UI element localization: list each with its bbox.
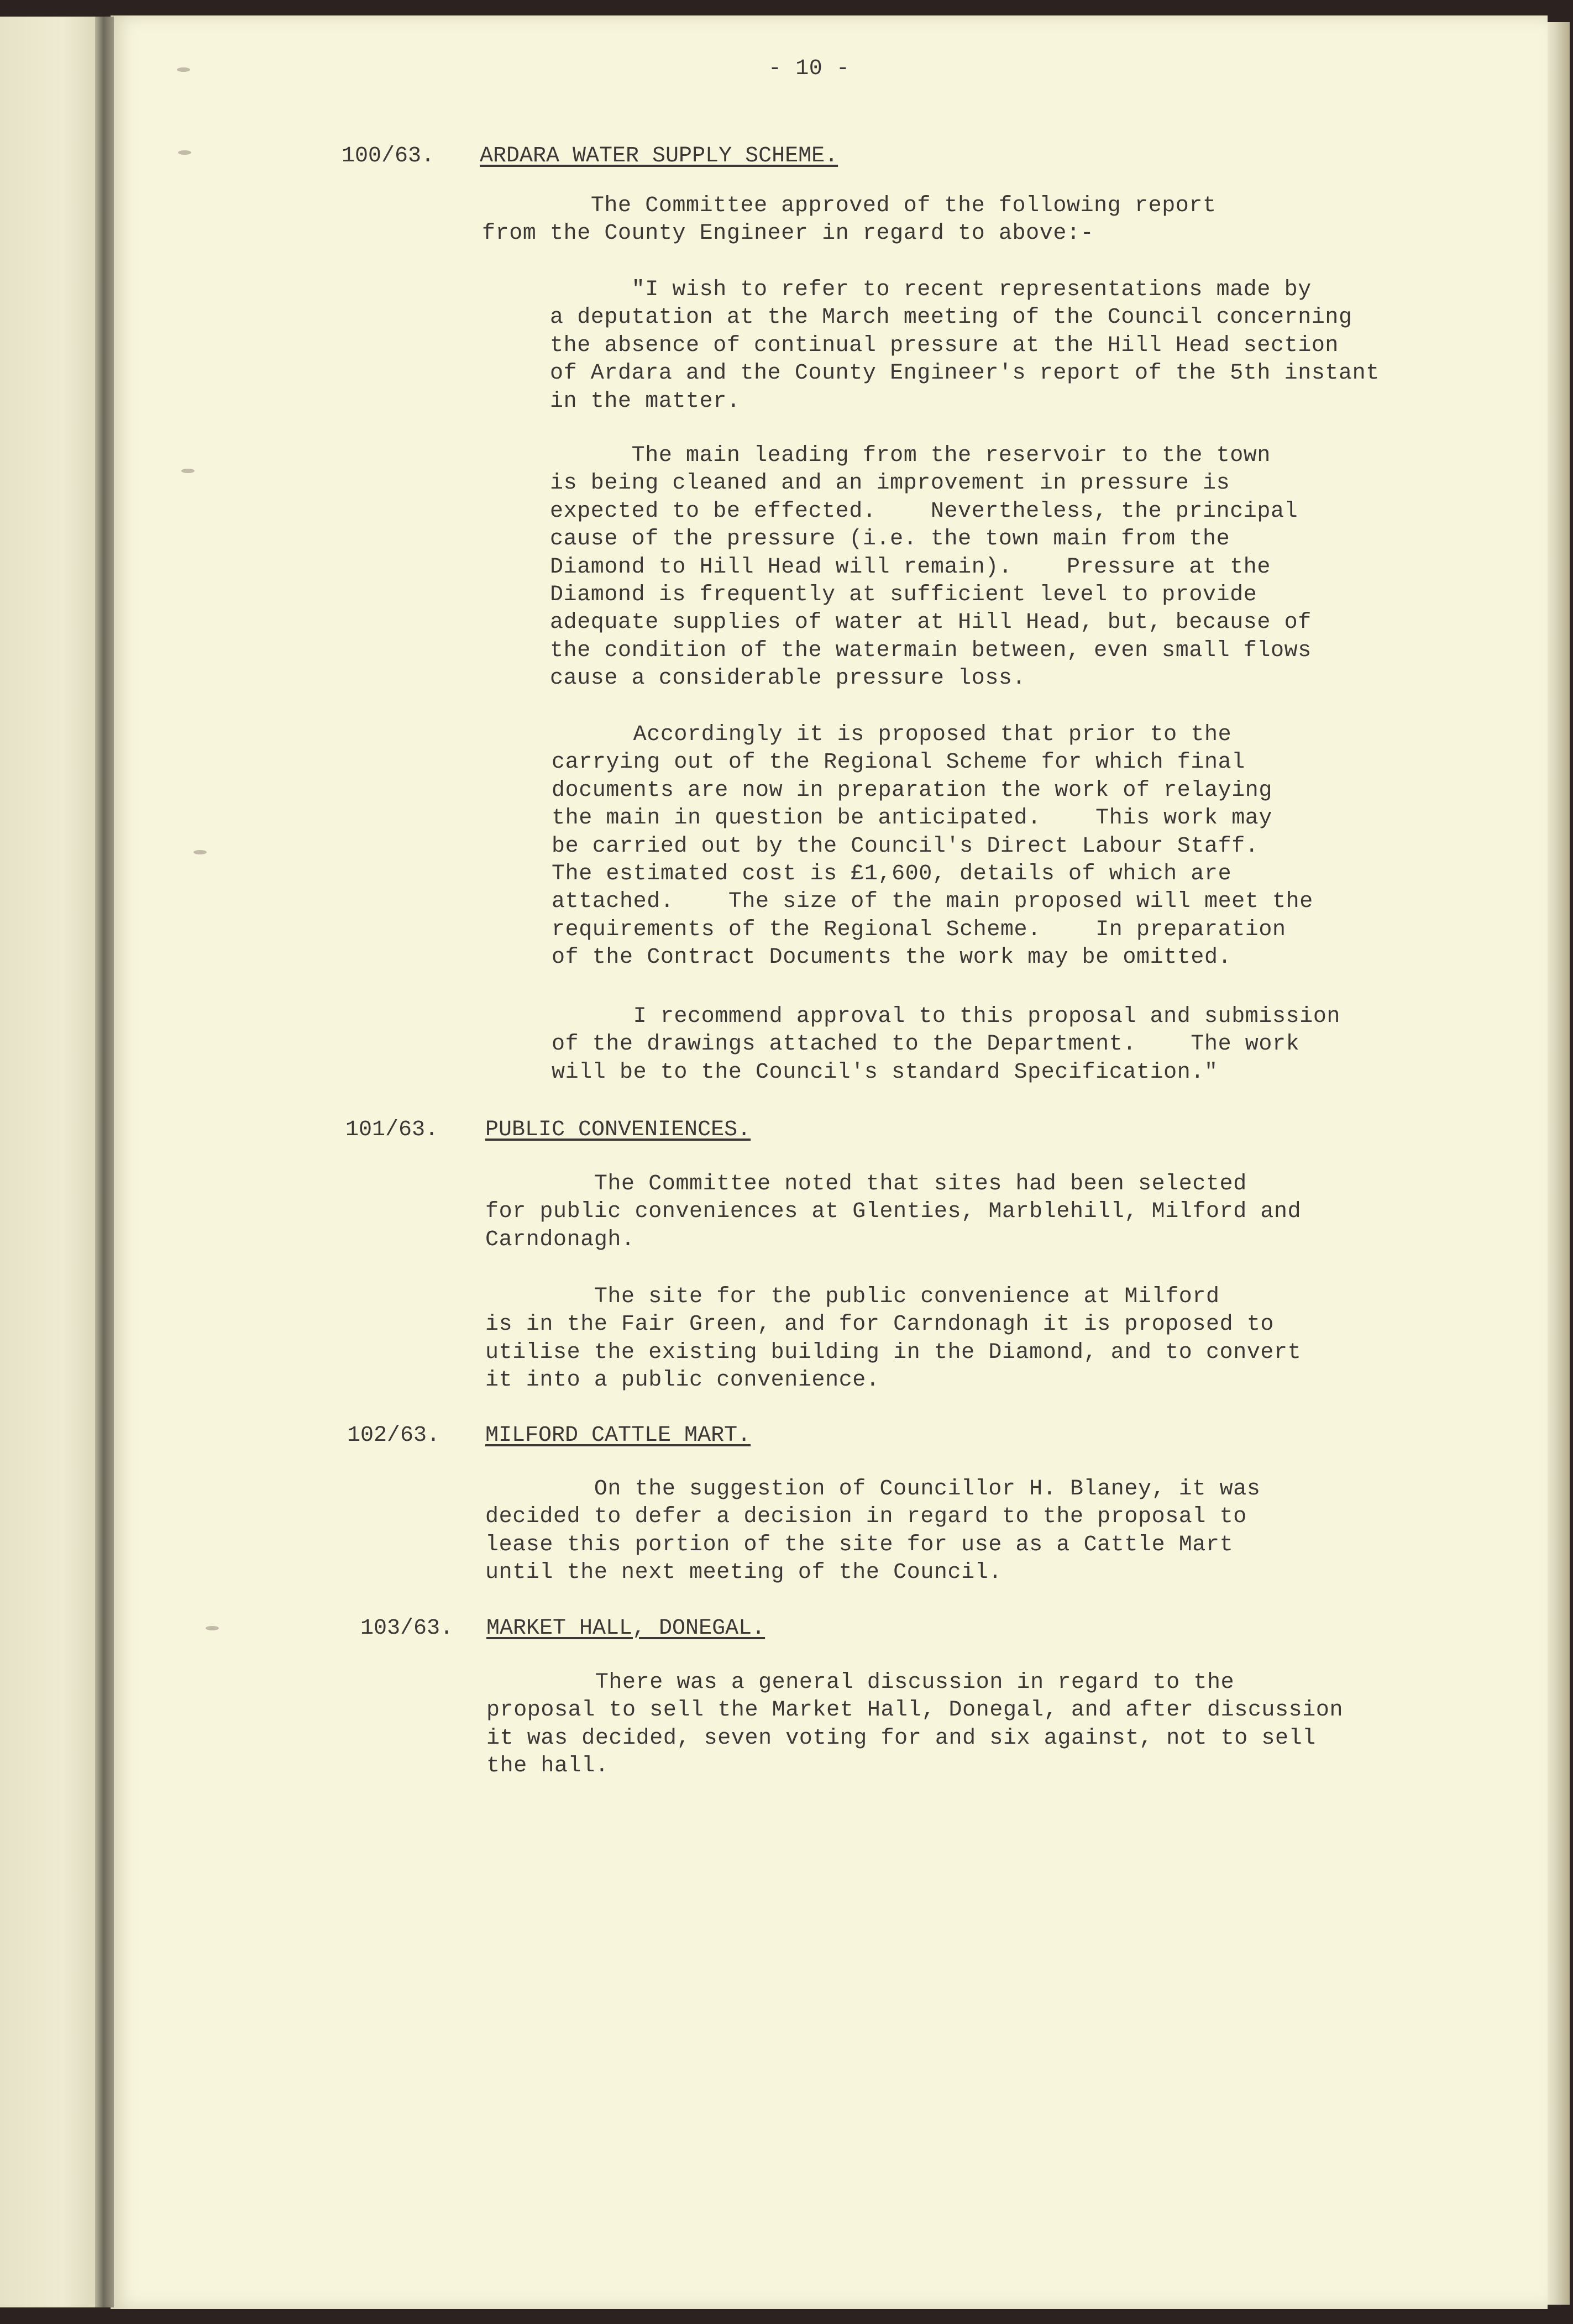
item-number: 103/63. bbox=[360, 1616, 454, 1641]
text-line: decided to defer a decision in regard to the proposal to bbox=[485, 1504, 1247, 1530]
text-line: of the Contract Documents the work may be omitted. bbox=[552, 945, 1232, 970]
text-line: cause a considerable pressure loss. bbox=[550, 666, 1026, 691]
text-line: in the matter. bbox=[550, 389, 741, 414]
binding-mark bbox=[177, 67, 190, 72]
text-line: the main in question be anticipated. This work may bbox=[552, 806, 1273, 831]
paragraph bbox=[552, 721, 1313, 972]
text-line: lease this portion of the site for use as a Cattle Mart bbox=[485, 1532, 1234, 1557]
text-line: Diamond to Hill Head will remain). Pressure at the bbox=[550, 554, 1271, 580]
item-number: 101/63. bbox=[345, 1118, 439, 1142]
text-line: The estimated cost is £1,600, details of which are bbox=[552, 862, 1232, 887]
text-line: the hall. bbox=[486, 1754, 609, 1779]
text-line: requirements of the Regional Scheme. In preparation bbox=[552, 917, 1286, 942]
text-line: carrying out of the Regional Scheme for which final bbox=[552, 750, 1245, 775]
text-line: There was a general discussion in regard to the bbox=[486, 1670, 1235, 1695]
text-line: Accordingly it is proposed that prior to the bbox=[552, 722, 1232, 747]
text-line: On the suggestion of Councillor H. Blaney, it was bbox=[485, 1477, 1261, 1502]
text-line: from the County Engineer in regard to above:- bbox=[482, 221, 1094, 246]
text-line: is being cleaned and an improvement in pressure is bbox=[550, 471, 1230, 496]
paragraph bbox=[485, 1283, 1301, 1395]
paragraph bbox=[552, 1003, 1340, 1087]
text-line: expected to be effected. Nevertheless, the principal bbox=[550, 499, 1298, 524]
item-heading: MILFORD CATTLE MART. bbox=[485, 1423, 751, 1448]
text-line: Diamond is frequently at sufficient level to provide bbox=[550, 583, 1257, 608]
paragraph bbox=[485, 1476, 1260, 1587]
text-line: The site for the public convenience at Milford bbox=[485, 1284, 1220, 1309]
text-line: be carried out by the Council's Direct Labour Staff. bbox=[552, 833, 1259, 859]
text-line: a deputation at the March meeting of the Council concerning bbox=[550, 305, 1352, 330]
item-heading: MARKET HALL, DONEGAL. bbox=[486, 1616, 765, 1641]
text-line: attached. The size of the main proposed will meet the bbox=[552, 889, 1313, 915]
text-line: adequate supplies of water at Hill Head, but, because of bbox=[550, 610, 1312, 636]
text-line: The Committee noted that sites had been selected bbox=[485, 1172, 1247, 1197]
text-line: until the next meeting of the Council. bbox=[485, 1560, 1002, 1586]
text-line: of the drawings attached to the Department. The work bbox=[552, 1032, 1300, 1057]
text-line: it into a public convenience. bbox=[485, 1368, 880, 1393]
page-number: - 10 - bbox=[768, 56, 850, 81]
paragraph bbox=[482, 192, 1217, 248]
binding-gutter bbox=[95, 17, 114, 2307]
paragraph bbox=[550, 442, 1312, 693]
binding-mark bbox=[178, 150, 191, 155]
text-line: for public conveniences at Glenties, Marblehill, Milford and bbox=[485, 1199, 1302, 1225]
item-heading: ARDARA WATER SUPPLY SCHEME. bbox=[480, 144, 838, 169]
item-number: 102/63. bbox=[347, 1423, 441, 1448]
item-number: 100/63. bbox=[342, 144, 435, 169]
binding-mark bbox=[206, 1626, 219, 1630]
text-line: the condition of the watermain between, even small flows bbox=[550, 638, 1312, 663]
text-line: cause of the pressure (i.e. the town main from the bbox=[550, 527, 1230, 552]
text-line: documents are now in preparation the work of relaying bbox=[552, 778, 1273, 803]
text-line: The Committee approved of the following report bbox=[482, 193, 1217, 218]
text-line: I recommend approval to this proposal and submission bbox=[552, 1004, 1341, 1029]
paragraph bbox=[550, 276, 1380, 416]
text-line: it was decided, seven voting for and six against, not to sell bbox=[486, 1725, 1316, 1751]
binding-mark bbox=[181, 469, 195, 473]
text-line: Carndonagh. bbox=[485, 1227, 635, 1252]
text-line: proposal to sell the Market Hall, Donegal, and after discussion bbox=[486, 1698, 1344, 1723]
text-line: will be to the Council's standard Specification." bbox=[552, 1059, 1218, 1085]
page-stack-edge bbox=[1548, 22, 1570, 2305]
text-line: The main leading from the reservoir to the town bbox=[550, 443, 1271, 468]
text-line: utilise the existing building in the Diamond, and to convert bbox=[485, 1340, 1302, 1365]
text-line: the absence of continual pressure at the Hill Head section bbox=[550, 333, 1339, 358]
paragraph bbox=[486, 1669, 1343, 1781]
paragraph bbox=[485, 1171, 1301, 1254]
item-heading: PUBLIC CONVENIENCES. bbox=[485, 1118, 751, 1142]
text-line: "I wish to refer to recent representations made by bbox=[550, 277, 1312, 302]
text-line: of Ardara and the County Engineer's report of the 5th instant bbox=[550, 361, 1380, 386]
text-line: is in the Fair Green, and for Carndonagh it is proposed to bbox=[485, 1312, 1275, 1337]
binding-mark bbox=[193, 850, 207, 854]
facing-page-edge bbox=[0, 17, 105, 2307]
